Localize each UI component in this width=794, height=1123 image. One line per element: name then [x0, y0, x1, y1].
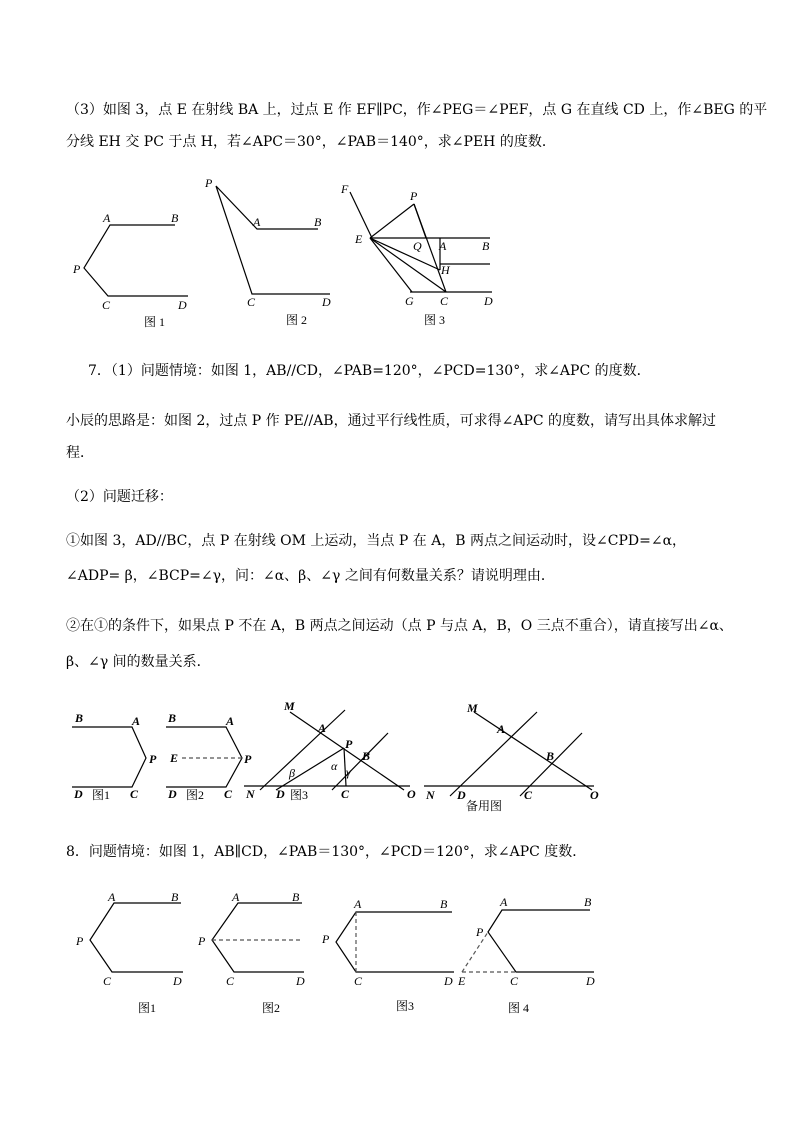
label-A: A — [103, 211, 111, 225]
label-C: C — [247, 295, 256, 309]
label-C: C — [102, 298, 111, 312]
label-D: D — [322, 295, 331, 309]
figure-label: C — [103, 974, 112, 988]
figure-line — [462, 932, 488, 972]
figure-label: B — [584, 895, 592, 909]
caption-fig3: 图 3 — [424, 313, 446, 327]
figure-label: P — [198, 934, 206, 948]
caption-fig1: 图 1 — [144, 315, 166, 329]
q6-part3-line1: （3）如图 3，点 E 在射线 BA 上，过点 E 作 EF∥PC，作∠PEG＝∠PEF，点 G 在直线 CD 上，作∠BEG 的平 — [66, 102, 768, 118]
q8-line1: 8．问题情境：如图 1，AB∥CD，∠PAB＝130°，∠PCD＝120°，求∠APC 度数． — [66, 844, 587, 860]
label-F: F — [341, 182, 349, 196]
figure-label: N — [426, 788, 435, 802]
caption-fig2: 图2 — [262, 1001, 281, 1015]
label-C: C — [440, 294, 449, 308]
figure-label: C — [130, 787, 139, 801]
figure-label: P — [149, 752, 157, 766]
label-G: G — [405, 294, 414, 308]
caption-fig3: 图3 — [396, 999, 415, 1013]
caption-spare: 备用图 — [466, 799, 503, 813]
label-D: D — [178, 298, 187, 312]
q7-line2: 小辰的思路是：如图 2，过点 P 作 PE//AB，通过平行线性质，可求得∠APC 的度数，请写出具体求解过 — [66, 413, 717, 429]
figure-label: E — [458, 974, 466, 988]
figure-label: C — [354, 974, 363, 988]
figure-label: A — [226, 714, 235, 728]
figure-label: O — [590, 788, 599, 802]
caption-fig1: 图1 — [138, 1001, 157, 1015]
figure-label: P — [76, 934, 84, 948]
q7-line4: （2）问题迁移： — [66, 489, 173, 505]
label-B: B — [171, 211, 179, 225]
figure-label: B — [546, 749, 555, 763]
figure-label: A — [132, 714, 141, 728]
figure-label: P — [476, 925, 484, 939]
figure-label: D — [74, 787, 83, 801]
caption-fig2: 图 2 — [286, 313, 308, 327]
figure-label: γ — [346, 765, 351, 779]
figure-label: D — [586, 974, 595, 988]
figure-label: A — [232, 890, 240, 904]
figure-label: A — [500, 895, 508, 909]
figure-label: C — [341, 787, 350, 801]
figure-label: β — [289, 766, 295, 780]
label-E: E — [355, 232, 363, 246]
figure-label: α — [331, 759, 338, 773]
figure-label: O — [407, 787, 416, 801]
label-H: H — [441, 263, 450, 277]
q7-line1: 7．（1）问题情境：如图 1，AB//CD，∠PAB=120°，∠PCD=130°，求∠APC 的度数． — [88, 363, 651, 379]
q7-line6: ∠ADP= β，∠BCP=∠γ，问：∠α、β、∠γ 之间有何数量关系？请说明理由． — [66, 568, 555, 584]
q6-part3-line2: 分线 EH 交 PC 于点 H，若∠APC＝30°，∠PAB＝140°，求∠PEH 的度数． — [66, 134, 556, 150]
label-A: A — [253, 215, 261, 229]
figure-label: B — [440, 897, 448, 911]
figure-label: P — [322, 932, 330, 946]
label-B: B — [314, 215, 322, 229]
label-B: B — [482, 239, 490, 253]
label-P: P — [73, 262, 81, 276]
figure-label: D — [168, 787, 177, 801]
figure-label: B — [171, 890, 179, 904]
figure-label: C — [524, 788, 533, 802]
figure-label: B — [292, 890, 300, 904]
figure-label: P — [244, 752, 252, 766]
label-P: P — [410, 189, 418, 203]
figure-line — [336, 912, 454, 972]
figure-label: D — [296, 974, 305, 988]
figure-label: B — [362, 749, 371, 763]
q7-line3: 程． — [66, 445, 94, 461]
figure-label: C — [226, 974, 235, 988]
label-P: P — [205, 176, 213, 190]
figure-label: C — [510, 974, 519, 988]
figure-label: D — [173, 974, 182, 988]
label-Q: Q — [413, 239, 422, 253]
figure-line — [212, 903, 304, 972]
q7-line5: ①如图 3，AD//BC，点 P 在射线 OM 上运动，当点 P 在 A，B 两点之间运动时，设∠CPD=∠α， — [66, 533, 687, 549]
label-D: D — [484, 294, 493, 308]
figure-label: A — [354, 897, 362, 911]
figure-label: D — [276, 787, 285, 801]
figure-label: M — [467, 701, 478, 715]
figure-label: B — [75, 711, 84, 725]
figure-label: M — [284, 699, 295, 713]
caption-fig3: 图3 — [290, 788, 309, 802]
figure-label: D — [444, 974, 453, 988]
label-A: A — [439, 239, 447, 253]
figure-label: A — [318, 721, 327, 735]
q7-line8: β、∠γ 间的数量关系． — [66, 654, 211, 670]
figure-label: A — [108, 890, 116, 904]
caption-fig2: 图2 — [186, 788, 205, 802]
figure-label: C — [224, 787, 233, 801]
figure-label: P — [345, 737, 353, 751]
caption-fig4: 图 4 — [508, 1001, 530, 1015]
figure-label: B — [168, 711, 177, 725]
figure-line — [90, 903, 183, 972]
figure-line — [488, 910, 594, 972]
q7-line7: ②在①的条件下，如果点 P 不在 A，B 两点之间运动（点 P 与点 A，B，O 三点不重合），请直接写出∠α、 — [66, 618, 733, 634]
caption-fig1: 图1 — [92, 788, 111, 802]
figure-label: N — [246, 787, 255, 801]
figure-label: D — [457, 788, 466, 802]
figure-label: E — [170, 751, 179, 765]
figure-label: A — [497, 722, 506, 736]
